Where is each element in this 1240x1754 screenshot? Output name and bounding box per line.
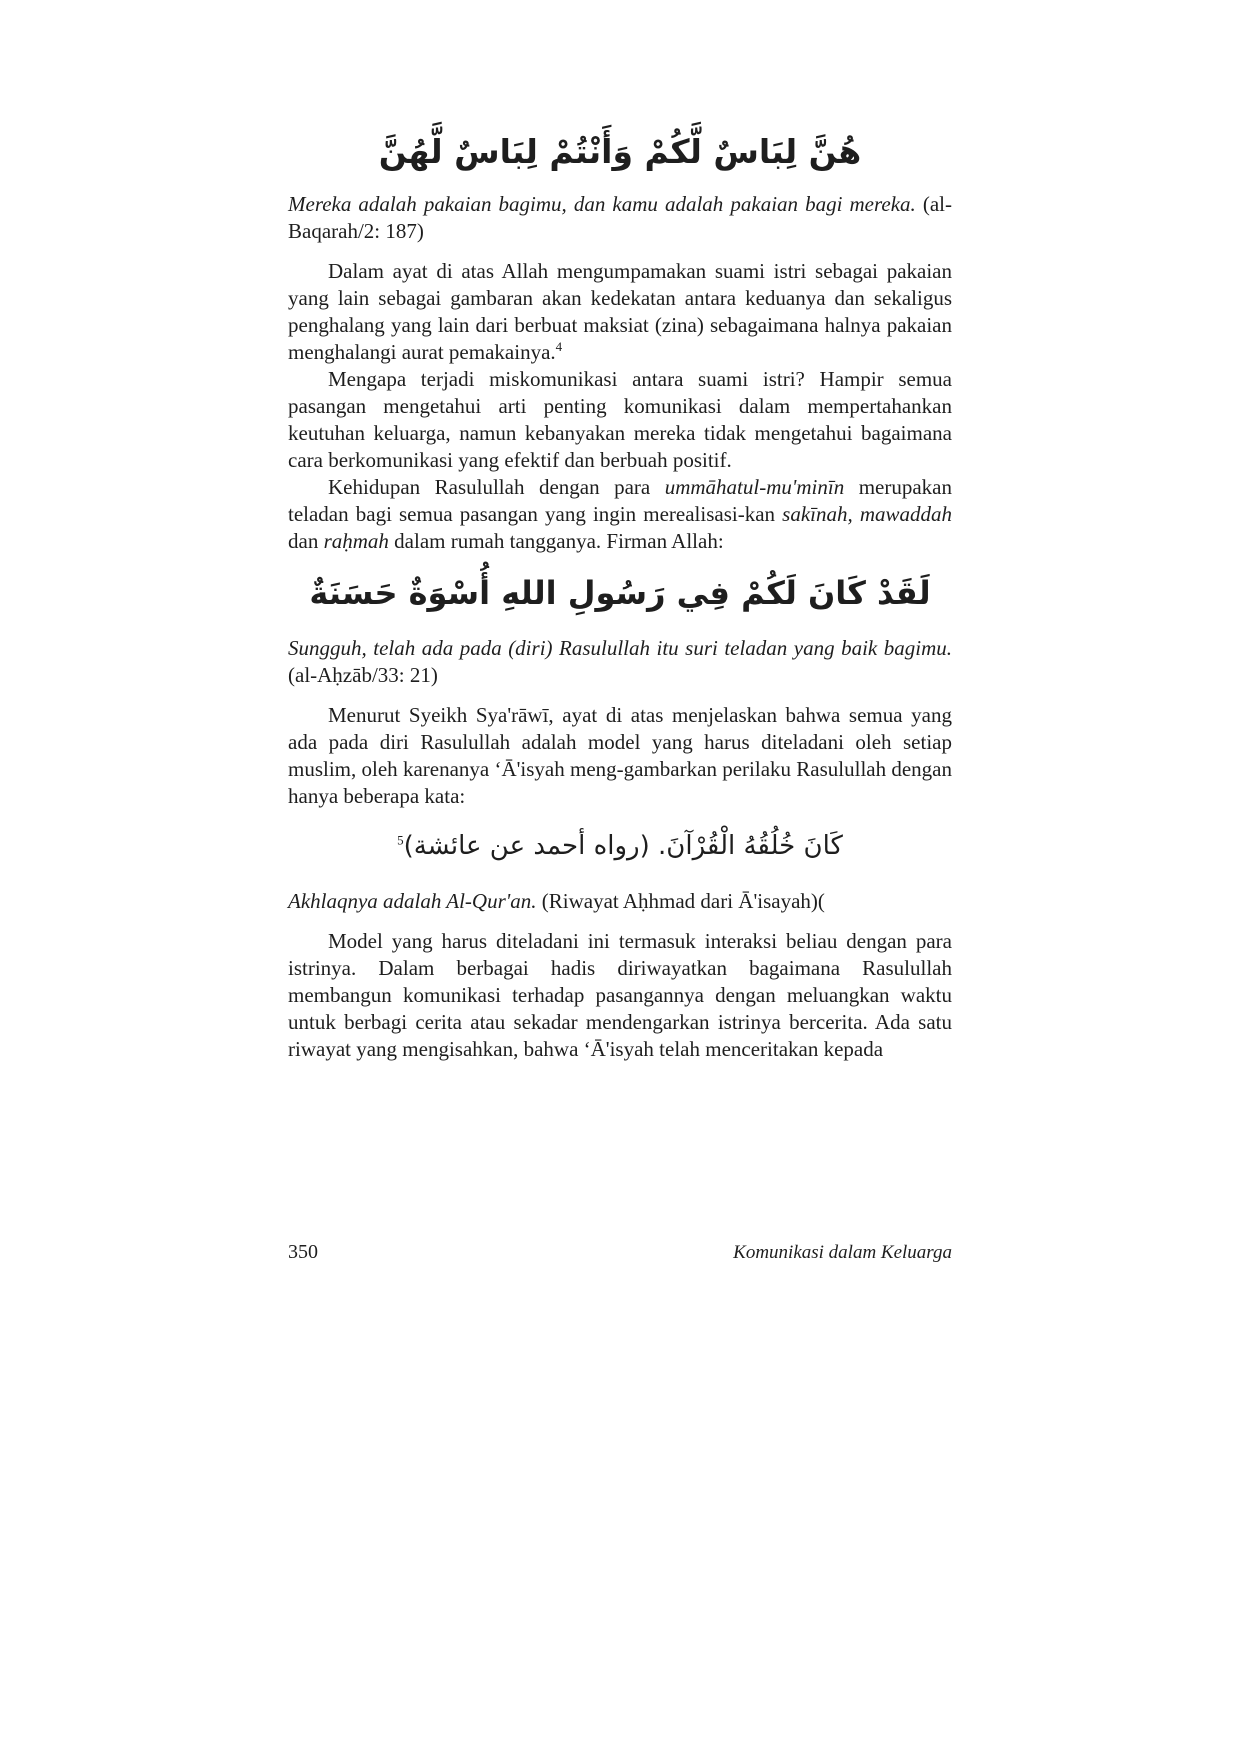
paragraph-2 (288, 366, 952, 474)
paragraph-5-text: Model yang harus diteladani ini termasuk interaksi beliau dengan para istrinya. Dalam berbagai hadis diriwayatkan bagaimana Rasulullah membangun komunikasi terhadap pasangannya dengan meluangkan waktu untuk berbagi cerita atau sekadar mendengarkan istrinya bercerita. Ada satu riwayat yang mengisahkan, bahwa ‘Ā'isyah telah menceritakan kepada (288, 929, 952, 1061)
paragraph-2-text: Mengapa terjadi miskomunikasi antara suami istri? Hampir semua pasangan mengetahui arti penting komunikasi dalam mempertahankan keutuhan keluarga, namun kebanyakan mereka tidak mengetahui bagaimana cara berkomunikasi yang efektif dan berbuah positif. (288, 367, 952, 472)
paragraph-3-run-1: Kehidupan Rasulullah dengan para (328, 475, 665, 499)
paragraph-4-text: Menurut Syeikh Sya'rāwī, ayat di atas menjelaskan bahwa semua yang ada pada diri Rasulullah adalah model yang harus diteladani oleh setiap muslim, oleh karenanya ‘Ā'isyah meng-gambarkan perilaku Rasulullah dengan hanya beberapa kata: (288, 703, 952, 808)
translation-text-2: Sungguh, telah ada pada (diri) Rasulullah itu suri teladan yang baik bagimu. (288, 636, 952, 660)
page-number: 350 (288, 1241, 318, 1263)
footnote-marker-5: 5 (397, 832, 404, 848)
paragraph-3-run-4: dalam rumah tangganya. Firman Allah: (388, 529, 724, 553)
paragraph-1-text: Dalam ayat di atas Allah mengumpamakan suami istri sebagai pakaian yang lain sebagai gambaran akan kedekatan antara keduanya dan sekaligus penghalang yang lain dari berbuat maksiat (zina) sebagaimana halnya pakaian menghalangi aurat pemakainya. (288, 259, 952, 364)
verse-reference-2: (al-Aḥzāb/33: 21) (288, 663, 438, 687)
hadith-arabic-text: كَانَ خُلُقُهُ الْقُرْآنَ. (رواه أحمد عن عائشة) (403, 831, 843, 861)
paragraph-5 (288, 928, 952, 1063)
running-title: Komunikasi dalam Keluarga (733, 1242, 952, 1263)
paragraph-3-run-3: dan (288, 529, 324, 553)
page-footer (288, 1241, 952, 1264)
quran-verse-translation-2 (288, 635, 952, 689)
footnote-marker-4: 4 (555, 339, 563, 354)
hadith-translation-text: Akhlaqnya adalah Al-Qur'an. (288, 889, 537, 913)
hadith-translation (288, 888, 952, 915)
paragraph-1 (288, 258, 952, 366)
quran-verse-arabic-1 (288, 126, 952, 179)
hadith-reference: (Riwayat Aḥhmad dari Ā'isayah)( (541, 889, 825, 913)
hadith-arabic-line (288, 824, 952, 868)
quran-verse-arabic-2 (288, 567, 952, 619)
arabic-verse-text-2: لَقَدْ كَانَ لَكُمْ فِي رَسُولِ اللهِ أُسْوَةٌ حَسَنَةٌ (309, 574, 931, 612)
paragraph-3-italic-1: ummāhatul-mu'minīn (664, 475, 845, 499)
translation-text-1: Mereka adalah pakaian bagimu, dan kamu adalah pakaian bagi mereka. (288, 192, 916, 216)
paragraph-3 (288, 474, 952, 555)
paragraph-3-run-2: merupakan teladan bagi semua pasangan yang ingin merealisasi-kan (288, 475, 952, 526)
quran-verse-translation-1 (288, 191, 952, 245)
text-column (288, 126, 952, 1063)
paragraph-4 (288, 702, 952, 810)
paragraph-3-italic-3: raḥmah (323, 529, 389, 553)
paragraph-3-italic-2: sakīnah, mawaddah (782, 502, 953, 526)
verse-reference-1: (al-Baqarah/2: 187) (288, 192, 953, 243)
arabic-verse-text-1: هُنَّ لِبَاسٌ لَّكُمْ وَأَنْتُمْ لِبَاسٌ لَّهُنَّ (378, 132, 862, 171)
